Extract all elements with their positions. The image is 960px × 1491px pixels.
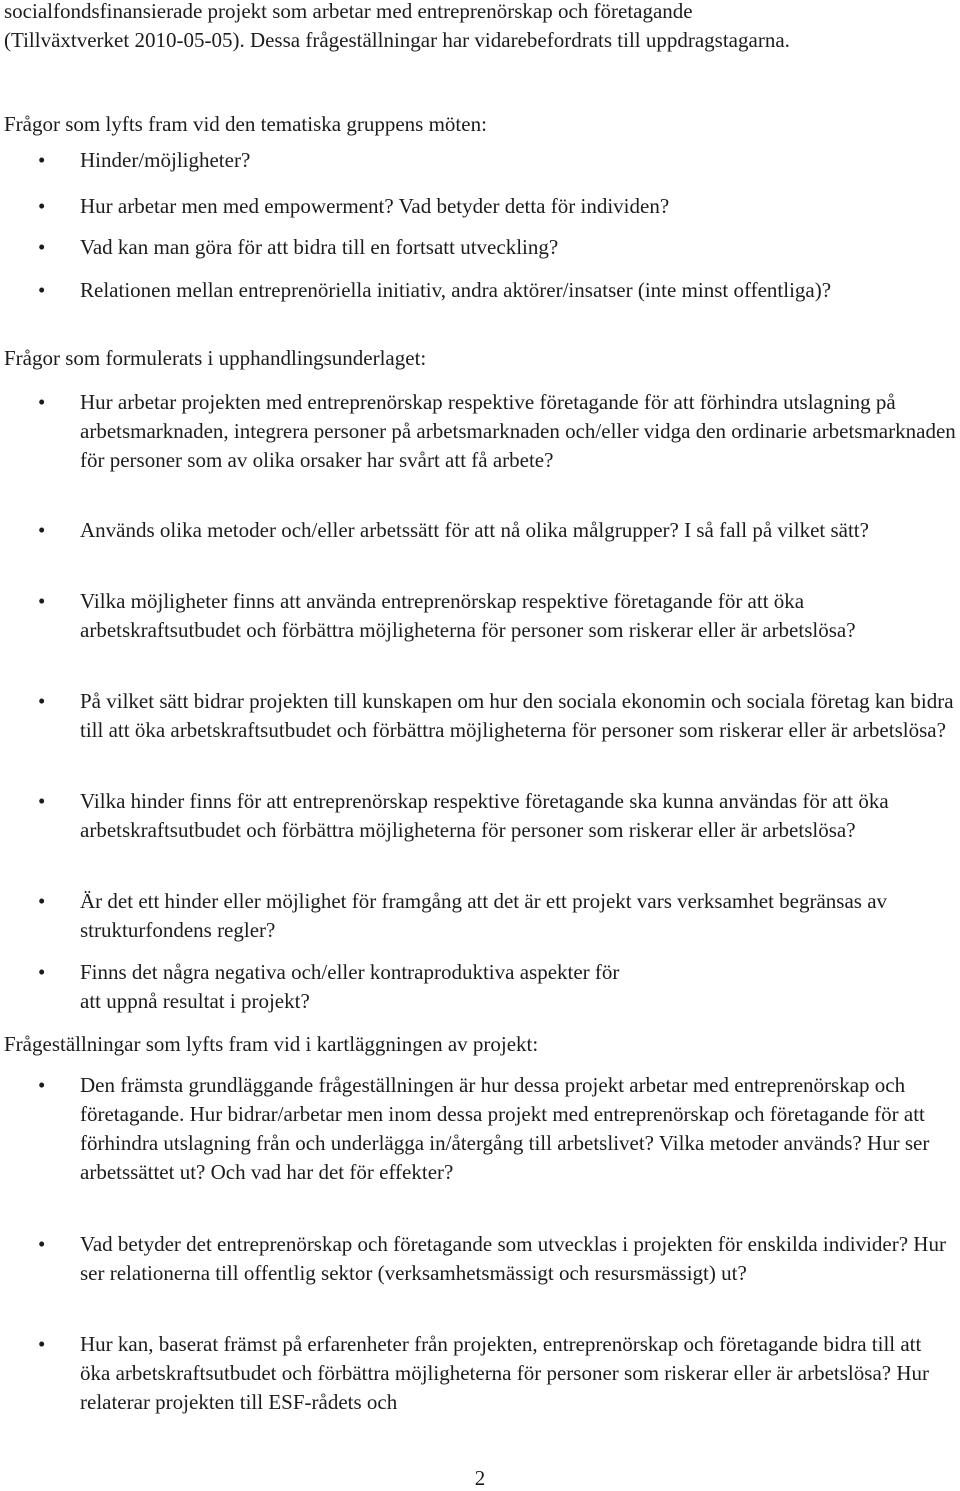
bullet-icon: • [38, 278, 46, 302]
list-item-text: Hur arbetar projekten med entreprenörskap respektive företagande för att förhindra utslagning på arbetsmarknaden, integrera personer på arbetsmarknaden och/eller vidga den ordinarie arbetsmarknaden för personer som av olika orsaker har svårt att få arbete? [80, 390, 956, 472]
bullet-icon: • [38, 589, 46, 613]
bullet-icon: • [38, 390, 46, 414]
bullet-icon: • [38, 1232, 46, 1256]
bullet-icon: • [38, 689, 46, 713]
bullet-icon: • [38, 518, 46, 542]
list-item-text: Finns det några negativa och/eller kontraproduktiva aspekter för att uppnå resultat i projekt? [80, 960, 620, 1013]
list-item-text: Den främsta grundläggande frågeställningen är hur dessa projekt arbetar med entreprenörskap och företagande. Hur bidrar/arbetar men inom dessa projekt med entreprenörskap och företagande för att förhindra utslagning från och underlägga in/återgång till arbetslivet? Vilka metoder används? Hur ser arbetssättet ut? Och vad har det för effekter? [80, 1073, 930, 1184]
list-item-text: Vad kan man göra för att bidra till en fortsatt utveckling? [80, 235, 559, 259]
bullet-icon: • [38, 1073, 46, 1097]
intro-line-2: (Tillväxtverket 2010-05-05). Dessa frågeställningar har vidarebefordrats till uppdragstagarna. [4, 28, 790, 52]
list-item-text: Relationen mellan entreprenöriella initiativ, andra aktörer/insatser (inte minst offentliga)? [80, 278, 832, 302]
intro-line-1: socialfondsfinansierade projekt som arbetar med entreprenörskap och företagande [4, 0, 693, 23]
list-item-text: Är det ett hinder eller möjlighet för framgång att det är ett projekt vars verksamhet begränsas av strukturfondens regler? [80, 889, 888, 942]
bullet-icon: • [38, 194, 46, 218]
page-number: 2 [474, 1466, 486, 1490]
section-3-heading: Frågeställningar som lyfts fram vid i kartläggningen av projekt: [4, 1032, 539, 1056]
list-item-text: Vad betyder det entreprenörskap och företagande som utvecklas i projekten för enskilda individer? Hur ser relationerna till offentlig sektor (verksamhetsmässigt och resursmässigt) ut? [80, 1232, 946, 1285]
bullet-icon: • [38, 235, 46, 259]
list-item-text: Hur kan, baserat främst på erfarenheter från projekten, entreprenörskap och företagande bidra till att öka arbetskraftsutbudet och förbättra möjligheterna för personer som riskerar eller är arbetslösa? Hur relaterar projekten till ESF-rådets och [80, 1332, 929, 1414]
list-item-text: Vilka möjligheter finns att använda entreprenörskap respektive företagande för att öka arbetskraftsutbudet och förbättra möjligheterna för personer som riskerar eller är arbetslösa? [80, 589, 856, 642]
bullet-icon: • [38, 960, 46, 984]
bullet-icon: • [38, 789, 46, 813]
bullet-icon: • [38, 1332, 46, 1356]
list-item-text: Hur arbetar men med empowerment? Vad betyder detta för individen? [80, 194, 670, 218]
bullet-icon: • [38, 148, 46, 172]
section-2-heading: Frågor som formulerats i upphandlingsunderlaget: [4, 346, 427, 370]
list-item-text: Vilka hinder finns för att entreprenörskap respektive företagande ska kunna användas för att öka arbetskraftsutbudet och förbättra möjligheterna för personer som riskerar eller är arbetslösa? [80, 789, 889, 842]
section-1-heading: Frågor som lyfts fram vid den tematiska gruppens möten: [4, 112, 487, 136]
list-item-text: Används olika metoder och/eller arbetssätt för att nå olika målgrupper? I så fall på vilket sätt? [80, 518, 869, 542]
bullet-icon: • [38, 889, 46, 913]
list-item-text: På vilket sätt bidrar projekten till kunskapen om hur den sociala ekonomin och sociala företag kan bidra till att öka arbetskraftsutbudet och förbättra möjligheterna för personer som riskerar eller är arbetslösa? [80, 689, 954, 742]
list-item-text: Hinder/möjligheter? [80, 148, 251, 172]
